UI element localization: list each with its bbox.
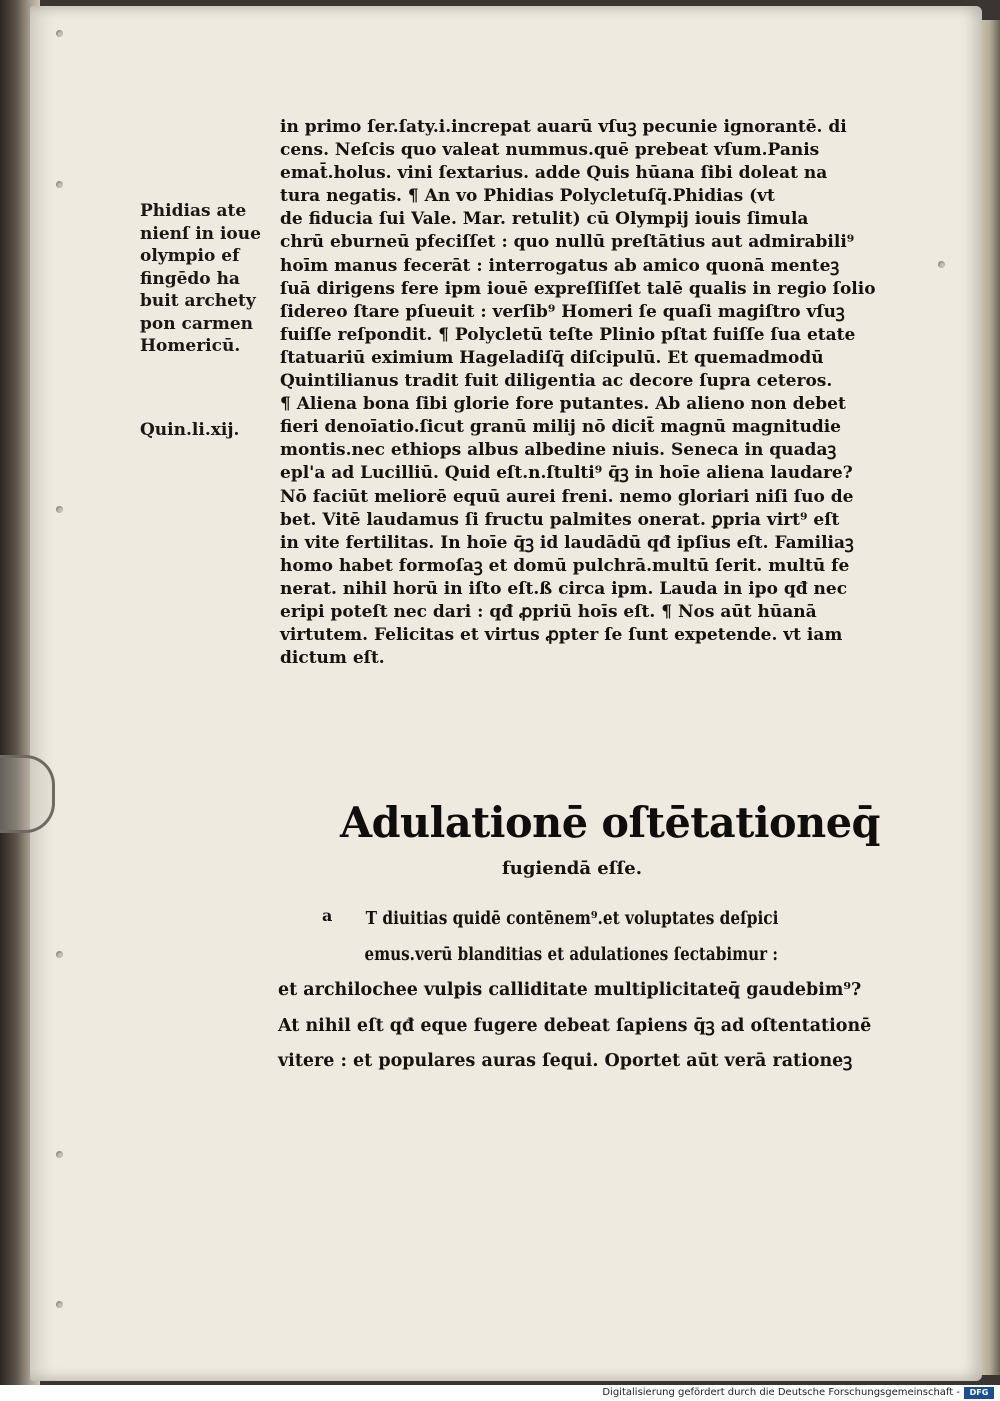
page-hole [938,261,945,268]
page-hole [56,181,63,188]
text-line: ſidereo ſtare pſueuit : verſib⁹ Homeri ſe quaſi magiſtro vſuꝫ [280,301,845,322]
text-line: ſtatuariū eximium Hageladiſq̄ diſcipulū. Et quemadmodū [280,347,824,368]
page-hole [56,951,63,958]
text-line: vitere : et populares auras ſequi. Oportet aūt verā rationeꝫ [278,1051,853,1071]
text-line: Nō faciūt meliorē equū aurei freni. nemo gloriari niſi ſuo de [280,486,854,507]
section-subheading: fugiendā eſſe. [502,858,642,879]
text-line: in primo ſer.ſaty.i.increpat auarū vſuꝫ pecunie ignorantē. di [280,117,847,137]
text-line: T diuitias quidē contēnem⁹.et voluptates deſpici [365,909,779,929]
footer-bar [0,1385,1000,1401]
footer-credit: Digitalisierung gefördert durch die Deutsche Forschungsgemeinschaft - [602,1387,960,1398]
text-line: homo habet formoſaꝫ et domū pulchrā.multū ſerit. multū fe [280,555,850,576]
margin-reference: Quin.li.xij. [140,420,240,440]
main-text-block [280,116,880,670]
text-line: Quintilianus tradit fuit diligentia ac decore ſupra ceteros. [280,371,833,392]
page-stack-edge [980,20,1000,1375]
margin-note-line: pon carmen [140,313,253,334]
text-line: eripi poteſt nec dari : qđ ꝓpriū hoīs eſt. ¶ Nos aūt hūanā [280,601,817,622]
text-line: epl'a ad Lucilliū. Quid eſt.n.ſtulti⁹ q̄ꝫ in hoīe aliena laudare? [280,463,853,484]
section-heading: Adulationē oſtētationeq̄ [340,798,881,847]
margin-note-line: Phidias ate [140,201,247,221]
text-line: ¶ Aliena bona ſibi glorie fore putantes. Ab alieno non debet [280,394,846,415]
guide-letter: a [322,906,333,925]
margin-note-line: buit archety [140,291,256,311]
text-line: hoīm manus fecerāt : interrogatus ab amico quonā menteꝫ [280,255,840,276]
text-line: chrū eburneū pfeciſſet : quo nullū preſtātius aut admirabili⁹ [280,232,855,253]
dfg-logo: DFG [964,1387,994,1399]
text-line: et archilochee vulpis calliditate multiplicitateq̄ gaudebim⁹? [278,980,862,1000]
page-hole [56,1151,63,1158]
text-line: ſuā dirigens fere ipm iouē expreſſiſſet talē qualis in regio ſolio [280,278,876,299]
paragraph-block [278,902,878,1080]
text-line: At nihil eſt qđ eque fugere debeat ſapiens q̄ꝫ ad oſtentationē [278,1015,872,1036]
text-line: emat̄.holus. vini ſextarius. adde Quis hūana ſibi doleat na [280,163,828,184]
margin-note-line: olympio ef [140,246,240,266]
margin-note-line: nienſ in ioue [140,223,261,244]
text-line: virtutem. Felicitas et virtus ꝓpter ſe ſunt expetende. vt iam [280,625,843,646]
text-line: tura negatis. ¶ An vo Phidias Polycletuſq̄.Phidias (vt [280,186,775,207]
margin-note-line: fingēdo ha [140,268,240,289]
text-line: dictum eſt. [280,648,385,669]
clip-mark [0,755,55,833]
text-line: montis.nec ethiops albus albedine niuis. Seneca in quadaꝫ [280,440,837,461]
text-line: nerat. nihil horū in iſto eſt.ß circa ipm. Lauda in ipo qđ nec [280,578,848,599]
text-line: cens. Neſcis quo valeat nummus.quē prebeat vſum.Panis [280,140,820,161]
text-line: fuiſſe reſpondit. ¶ Polycletū teſte Plinio pſtat fuiſſe ſua etate [280,324,856,345]
margin-note [140,200,270,358]
text-line: bet. Vitē laudamus ſi fructu palmites onerat. ꝑpria virt⁹ eſt [280,509,840,530]
page-hole [56,30,63,37]
text-line: de fiducia ſui Vale. Mar. retulit) cū Olympij iouis ſimula [280,209,809,230]
page-hole [56,506,63,513]
text-line: in vite fertilitas. In hoīe q̄ꝫ id laudādū qđ ipſius eſt. Familiaꝫ [280,532,854,553]
text-line: fieri denoīatio.ſicut granū milij nō dicit̄ magnū magnitudie [280,417,841,438]
page-hole [56,1301,63,1308]
text-line: emus.verū blanditias et adulationes ſectabimur : [364,944,778,965]
margin-note-line: Homericū. [140,336,241,356]
